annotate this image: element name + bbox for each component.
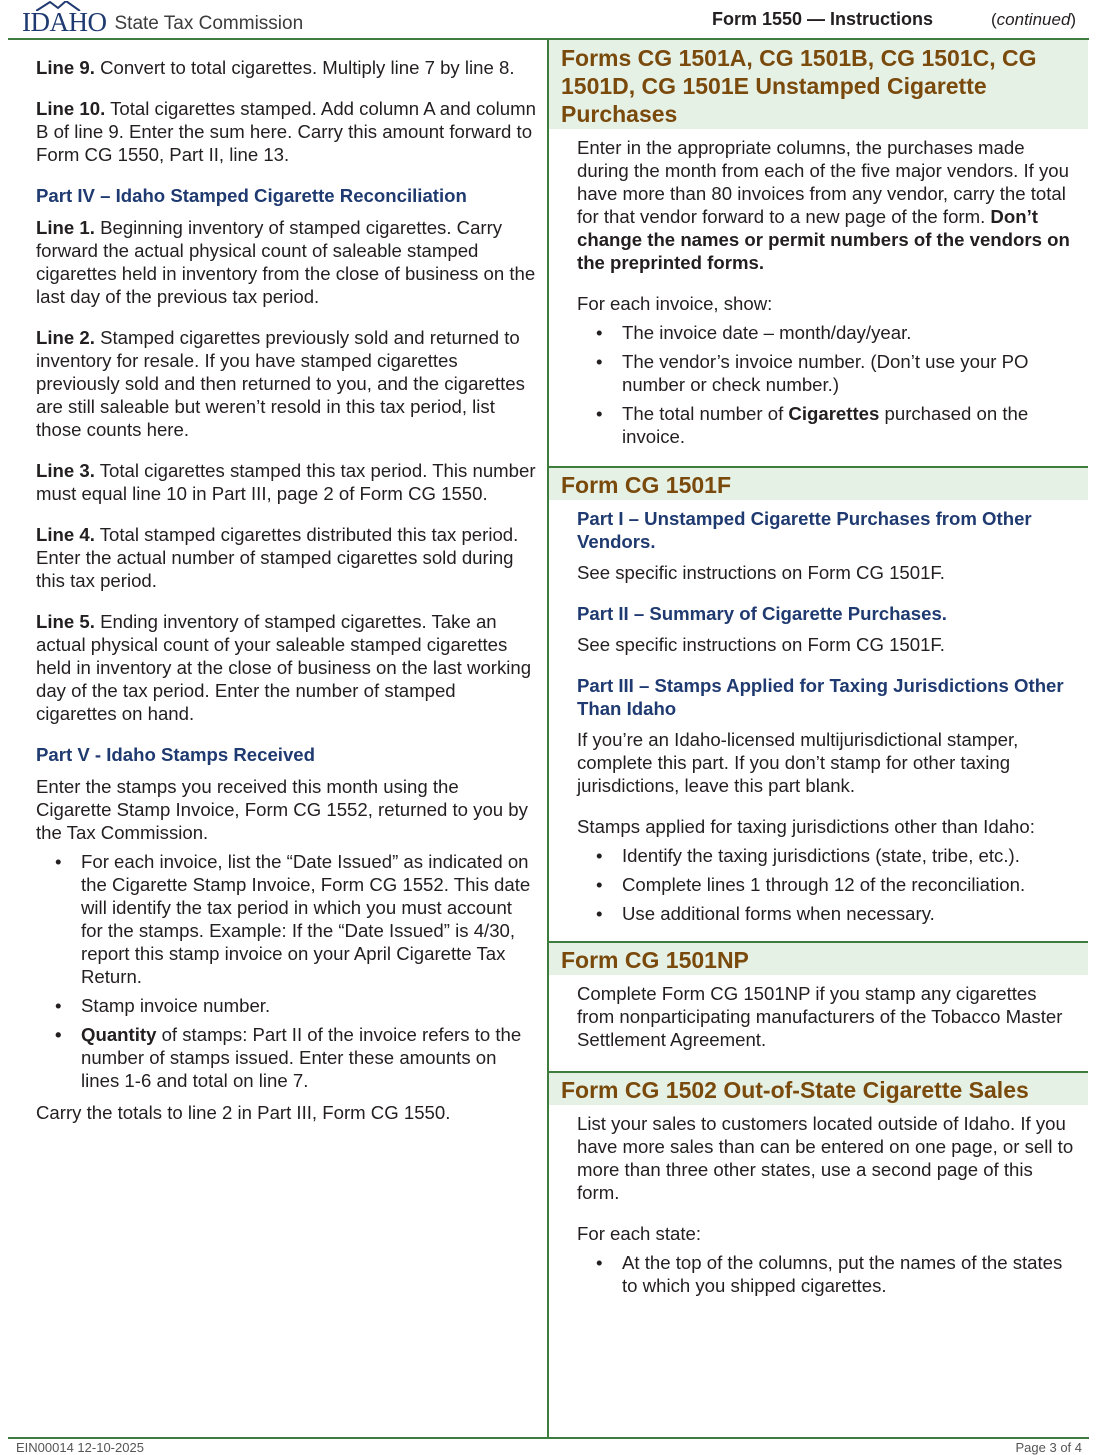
sec4-text: List your sales to customers located outside of Idaho. If you have more sales than can be entered on one page, or sell to more than three other states, use a second page of this form. — [577, 1113, 1074, 1203]
sec2-part1-heading: Part I – Unstamped Cigarette Purchases from Other Vendors. — [577, 508, 1032, 552]
section-body-cg1501a-e — [549, 129, 1088, 448]
list-item: • Use additional forms when necessary. — [577, 902, 1078, 925]
continued-label: (continued) — [991, 10, 1077, 29]
footer-page-number: Page 3 of 4 — [1015, 1440, 1082, 1455]
p4-line2-paragraph: Line 2. Stamped cigarettes previously sold and returned to inventory for resale. If you have stamped cigarettes previously sold and then returned to you, and the cigarettes are still saleable but weren’t resold in this tax period, list those counts here. — [36, 327, 525, 440]
list-item: • Complete lines 1 through 12 of the reconciliation. — [577, 873, 1078, 896]
form-title: Form 1550 — Instructions — [712, 9, 934, 29]
sec2-part3-text: If you’re an Idaho-licensed multijurisdictional stamper, complete this part. If you don’t stamp for other taxing jurisdictions, leave this part blank. — [577, 729, 1019, 796]
sec1-intro: Enter in the appropriate columns, the purchases made during the month from each of the five major vendors. If you have more than 80 invoices from any vendor, carry the total for that vendor forward to a new page of the form. Don’t change the names or permit numbers of the vendors on the preprinted forms. — [577, 137, 1070, 273]
footer-form-id: EIN00014 12-10-2025 — [16, 1440, 144, 1455]
list-item: • The invoice date – month/day/year. — [577, 321, 1078, 344]
right-column — [549, 40, 1088, 1306]
sec2-part3-heading: Part III – Stamps Applied for Taxing Jurisdictions Other Than Idaho — [577, 675, 1064, 719]
list-item: • Quantity of stamps: Part II of the invoice refers to the number of stamps issued. Enter these amounts on lines 1-6 and total on line 7. — [36, 1023, 536, 1092]
line10-paragraph: Line 10. Total cigarettes stamped. Add column A and column B of line 9. Enter the sum here. Carry this amount forward to Form CG 1550, Part II, line 13. — [36, 98, 536, 165]
sec1-each: For each invoice, show: — [577, 293, 773, 314]
sec2-part2-heading: Part II – Summary of Cigarette Purchases. — [577, 603, 947, 624]
bottom-rule — [8, 1437, 1089, 1439]
sec1-bullet-list — [577, 321, 1078, 448]
part4-heading: Part IV – Idaho Stamped Cigarette Reconciliation — [36, 185, 467, 206]
section-heading-cg1502: Form CG 1502 Out-of-State Cigarette Sales — [549, 1071, 1088, 1105]
part5-bullet-list — [36, 850, 536, 1092]
sec2-part2-text: See specific instructions on Form CG 1501F. — [577, 634, 945, 655]
sec2-part3-text2: Stamps applied for taxing jurisdictions other than Idaho: — [577, 816, 1035, 837]
mountain-icon — [36, 1, 90, 11]
sec3-text: Complete Form CG 1501NP if you stamp any cigarettes from nonparticipating manufacturers of the Tobacco Master Settlement Agreement. — [577, 983, 1063, 1050]
list-item: • Identify the taxing jurisdictions (state, tribe, etc.). — [577, 844, 1078, 867]
section-body-cg1501np — [549, 975, 1088, 1051]
section-heading-cg1501f: Form CG 1501F — [549, 466, 1088, 500]
part5-intro: Enter the stamps you received this month using the Cigarette Stamp Invoice, Form CG 1552, returned to you by the Tax Commission. — [36, 776, 528, 843]
sec2-part1-text: See specific instructions on Form CG 1501F. — [577, 562, 945, 583]
list-item: • Stamp invoice number. — [36, 994, 536, 1017]
sec4-each: For each state: — [577, 1223, 702, 1244]
list-item: • At the top of the columns, put the names of the states to which you shipped cigarettes. — [577, 1251, 1078, 1297]
sec2-bullet-list — [577, 844, 1078, 925]
idaho-logo — [22, 3, 303, 37]
page-header — [0, 0, 1096, 40]
list-item: • For each invoice, list the “Date Issued” as indicated on the Cigarette Stamp Invoice, Form CG 1552. This date will identify the tax period in which you must account for the stamps. Example: If the “Date Issued” is 4/30, report this stamp invoice on your April Cigarette Tax Return. — [36, 850, 536, 988]
p4-line3-paragraph: Line 3. Total cigarettes stamped this tax period. This number must equal line 10 in Part III, page 2 of Form CG 1550. — [36, 460, 536, 504]
logo-text: IDAHO — [22, 7, 107, 37]
p4-line4-paragraph: Line 4. Total stamped cigarettes distributed this tax period. Enter the actual number of stamped cigarettes sold during this tax period. — [36, 524, 519, 591]
section-heading-cg1501np: Form CG 1501NP — [549, 941, 1088, 975]
line9-paragraph: Line 9. Convert to total cigarettes. Multiply line 7 by line 8. — [36, 57, 515, 78]
logo-subtitle: State Tax Commission — [114, 13, 304, 34]
p4-line1-paragraph: Line 1. Beginning inventory of stamped cigarettes. Carry forward the actual physical count of saleable stamped cigarettes held in inventory from the close of business on the last day of the previous tax period. — [36, 217, 536, 307]
sec4-bullet-list — [577, 1251, 1078, 1297]
p4-line5-paragraph: Line 5. Ending inventory of stamped cigarettes. Take an actual physical count of your saleable stamped cigarettes held in inventory at the close of business on the last working day of the tax period. Enter the number of stamped cigarettes on hand. — [36, 611, 532, 724]
part5-closing: Carry the totals to line 2 in Part III, Form CG 1550. — [36, 1102, 451, 1123]
list-item: • The vendor’s invoice number. (Don’t use your PO number or check number.) — [577, 350, 1078, 396]
section-body-cg1502 — [549, 1105, 1088, 1297]
section-heading-cg1501a-e: Forms CG 1501A, CG 1501B, CG 1501C, CG 1501D, CG 1501E Unstamped Cigarette Purchases — [549, 40, 1088, 129]
part5-heading: Part V - Idaho Stamps Received — [36, 744, 315, 765]
left-column — [36, 56, 536, 1142]
section-body-cg1501f — [549, 500, 1088, 925]
list-item: • The total number of Cigarettes purchased on the invoice. — [577, 402, 1078, 448]
